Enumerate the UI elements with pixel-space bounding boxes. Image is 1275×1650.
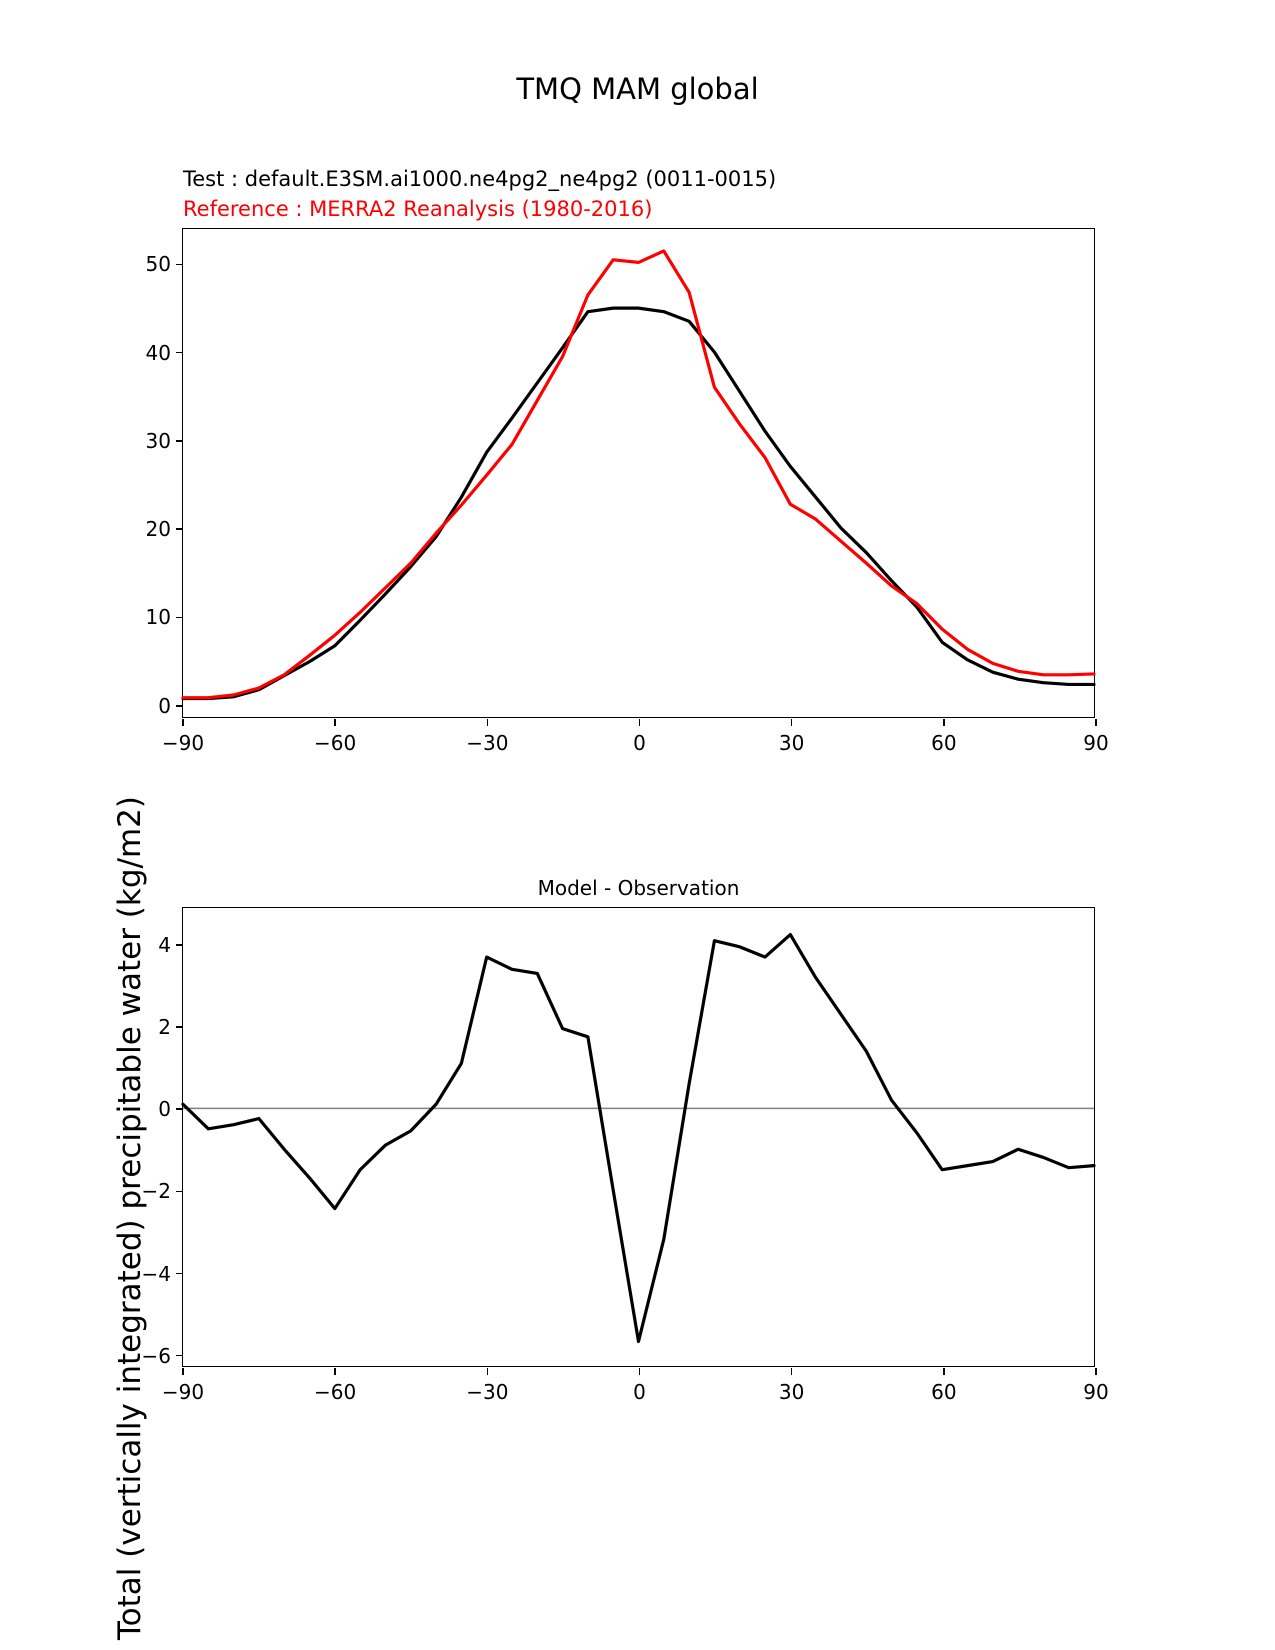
- x-tick-mark: [1095, 1368, 1097, 1375]
- y-tick-label: −6: [141, 1343, 171, 1368]
- y-tick-mark: [176, 705, 183, 707]
- x-tick-label: 60: [931, 1380, 957, 1404]
- x-tick-mark: [639, 1368, 641, 1375]
- difference-plot-title: Model - Observation: [537, 876, 740, 900]
- y-tick-label: 40: [145, 340, 171, 365]
- y-tick-mark: [176, 1273, 183, 1275]
- y-tick-mark: [176, 1355, 183, 1357]
- legend-text-block: [183, 164, 776, 224]
- x-tick-mark: [1095, 719, 1097, 726]
- figure-ylabel: Total (vertically integrated) precipitable water (kg/m2): [112, 796, 148, 1640]
- y-tick-label: −4: [141, 1261, 171, 1286]
- zonal-mean-curves: [183, 229, 1094, 717]
- y-tick-label: 0: [158, 1097, 171, 1122]
- y-tick-mark: [176, 617, 183, 619]
- x-tick-label: 90: [1083, 1380, 1109, 1404]
- y-tick-mark: [176, 1026, 183, 1028]
- x-tick-label: −90: [161, 731, 205, 755]
- difference-plot: [141, 876, 1109, 1404]
- y-tick-label: −2: [141, 1179, 171, 1204]
- x-tick-label: −60: [314, 731, 357, 755]
- y-tick-mark: [176, 944, 183, 946]
- y-tick-label: 50: [145, 252, 171, 277]
- x-tick-mark: [334, 719, 336, 726]
- x-tick-label: 30: [778, 731, 805, 755]
- y-tick-label: 0: [158, 693, 171, 718]
- y-tick-mark: [176, 528, 183, 530]
- y-tick-label: 2: [158, 1015, 171, 1040]
- y-tick-mark: [176, 352, 183, 354]
- x-tick-mark: [487, 1368, 489, 1375]
- x-tick-mark: [639, 719, 641, 726]
- x-tick-mark: [182, 1368, 184, 1375]
- x-tick-mark: [943, 1368, 945, 1375]
- x-tick-mark: [791, 1368, 793, 1375]
- x-tick-mark: [334, 1368, 336, 1375]
- x-tick-label: −30: [466, 1380, 509, 1404]
- y-tick-mark: [176, 440, 183, 442]
- x-tick-label: 0: [633, 1380, 646, 1404]
- zonal-mean-plot: [145, 228, 1109, 755]
- x-tick-label: 30: [778, 1380, 805, 1404]
- x-tick-mark: [487, 719, 489, 726]
- y-tick-label: 4: [158, 932, 171, 957]
- y-tick-mark: [176, 1191, 183, 1193]
- y-tick-label: 20: [145, 517, 171, 542]
- difference-curve: [183, 908, 1094, 1366]
- x-tick-mark: [791, 719, 793, 726]
- legend-reference-label: Reference : MERRA2 Reanalysis (1980-2016): [183, 197, 653, 221]
- y-tick-mark: [176, 1108, 183, 1110]
- x-tick-label: 60: [931, 731, 957, 755]
- legend-test-label: Test : default.E3SM.ai1000.ne4pg2_ne4pg2 (0011-0015): [183, 167, 777, 191]
- series-line-model-observation: [183, 935, 1094, 1342]
- x-tick-mark: [182, 719, 184, 726]
- y-tick-label: 30: [145, 428, 171, 453]
- figure-title: TMQ MAM global: [516, 72, 759, 106]
- x-tick-label: −30: [466, 731, 509, 755]
- x-tick-mark: [943, 719, 945, 726]
- x-tick-label: 0: [633, 731, 646, 755]
- x-tick-label: −60: [314, 1380, 357, 1404]
- y-tick-mark: [176, 264, 183, 266]
- x-tick-label: 90: [1083, 731, 1109, 755]
- series-line-reference: [183, 251, 1094, 698]
- y-tick-label: 10: [145, 605, 171, 630]
- x-tick-label: −90: [161, 1380, 205, 1404]
